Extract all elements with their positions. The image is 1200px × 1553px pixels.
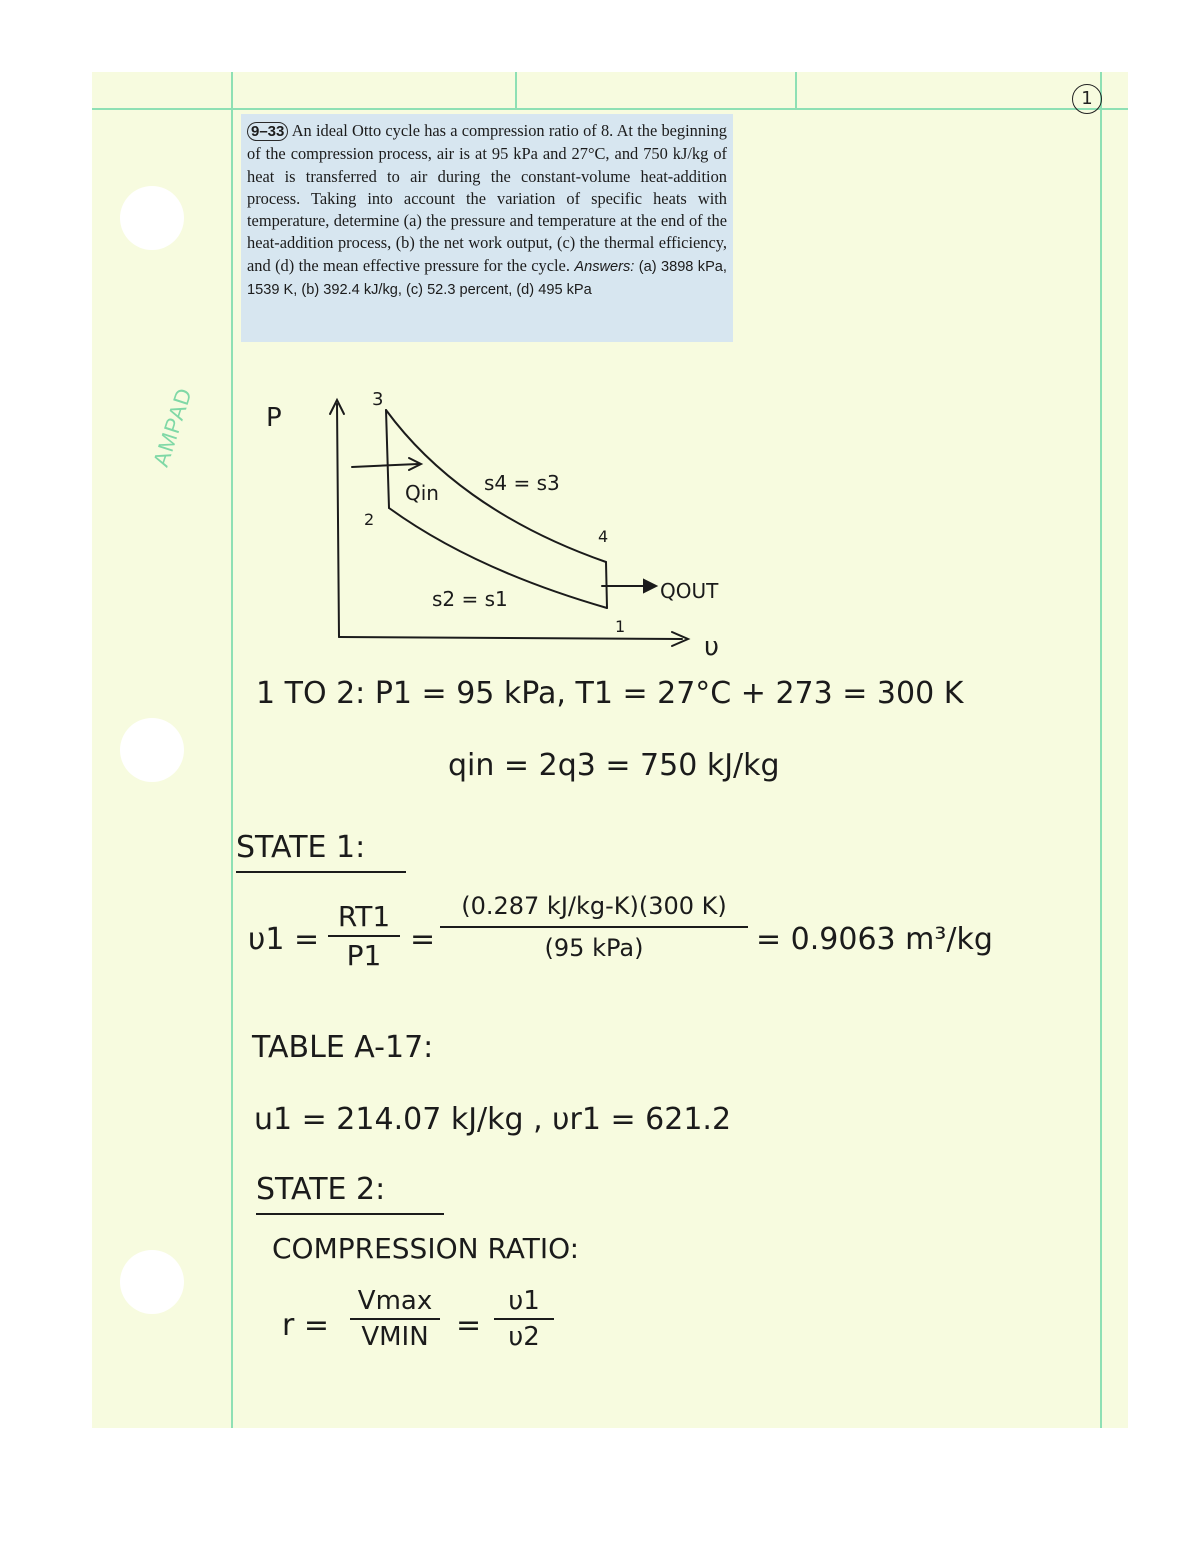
table-a17-values: u1 = 214.07 kJ/kg , υr1 = 621.2 — [254, 1102, 732, 1137]
compression-ratio-heading: COMPRESSION RATIO: — [272, 1232, 580, 1265]
paper-watermark: AMPAD — [148, 384, 197, 470]
state-2-heading: STATE 2: — [256, 1172, 444, 1215]
v1-equals: = — [410, 922, 436, 957]
x-axis-label: υ — [704, 632, 720, 662]
r-fraction-1-num: Vmax — [350, 1286, 440, 1320]
point-2-label: 2 — [364, 510, 375, 529]
point-4-label: 4 — [598, 527, 609, 546]
binder-hole-middle — [120, 718, 184, 782]
process-2-3 — [386, 410, 389, 508]
v1-result: = 0.9063 m³/kg — [756, 922, 993, 957]
heat-input: qin = 2q3 = 750 kJ/kg — [448, 748, 780, 783]
isentrope-top-label: s4 = s3 — [484, 471, 560, 495]
pv-diagram — [0, 0, 1200, 700]
q-out-arrowhead-icon — [644, 580, 656, 592]
r-fraction-1-den: VMIN — [361, 1322, 429, 1352]
y-axis — [337, 404, 339, 637]
given-state-1: 1 TO 2: P1 = 95 kPa, T1 = 27°C + 273 = 300 K — [256, 676, 964, 711]
answers-text: (a) 3898 kPa, 1539 K, (b) 392.4 kJ/kg, (c) 52.3 percent, (d) 495 kPa — [247, 258, 727, 299]
r-fraction-2 — [494, 1286, 554, 1352]
v1-fraction-1 — [328, 900, 400, 972]
q-out-label: QOUT — [660, 579, 719, 603]
r-fraction-1 — [350, 1286, 440, 1352]
problem-text: An ideal Otto cycle has a compression ratio of 8. At the beginning of the compression process, air is at 95 kPa and 27°C, and 750 kJ/kg of heat is transferred to air during the constant-volume heat-addition process. Taking into account the variation of specific heats with temperature, determine (a) the pressure and temperature at the end of the heat-addition process, (b) the net work output, (c) the thermal efficiency, and (d) the mean effective pressure for the cycle. — [247, 121, 727, 275]
v1-fraction-2-den: (95 kPa) — [544, 934, 644, 962]
r-equals: = — [456, 1308, 482, 1343]
state-1-heading: STATE 1: — [236, 830, 406, 873]
v1-lhs: υ1 = — [248, 922, 320, 957]
v1-fraction-2 — [440, 892, 748, 962]
y-axis-label: P — [266, 403, 282, 433]
table-a17-heading: TABLE A-17: — [252, 1030, 434, 1065]
q-in-arrow — [352, 464, 418, 467]
v1-fraction-1-num: RT1 — [328, 900, 400, 937]
r-fraction-2-den: υ2 — [508, 1322, 540, 1352]
x-axis — [339, 637, 682, 639]
isentrope-bottom-label: s2 = s1 — [432, 587, 508, 611]
problem-number: 9–33 — [247, 122, 288, 141]
page-number: 1 — [1072, 84, 1102, 114]
r-fraction-2-num: υ1 — [494, 1286, 554, 1320]
point-1-label: 1 — [615, 617, 626, 636]
v1-fraction-2-num: (0.287 kJ/kg-K)(300 K) — [440, 892, 748, 928]
binder-hole-bottom — [120, 1250, 184, 1314]
v1-fraction-1-den: P1 — [346, 939, 382, 972]
answers-label: Answers: — [574, 258, 635, 275]
q-in-label: Qin — [405, 481, 439, 505]
point-3-label: 3 — [372, 389, 384, 410]
r-lhs: r = — [282, 1308, 330, 1343]
